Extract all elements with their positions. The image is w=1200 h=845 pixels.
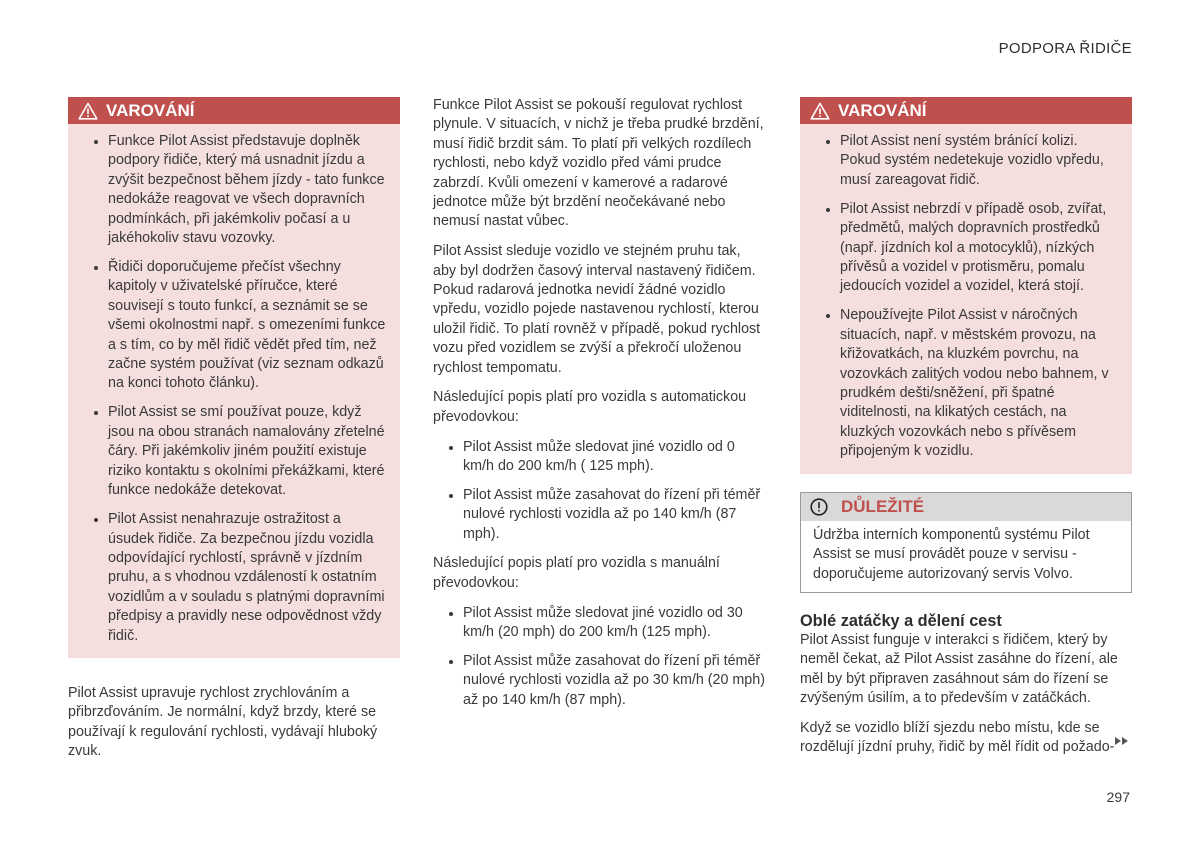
warning-item: • Pilot Assist nebrzdí v případě osob, zvířat, předmětů, malých dopravních prostředků (např. jízdních kol a motocyklů), nízkých přívěsů a vozidel v protisměru, pomalu jedoucích vozidel a vozidel, která stojí. bbox=[840, 200, 1122, 297]
warning-list bbox=[68, 124, 400, 646]
column-left bbox=[68, 97, 400, 772]
warning-item: • Funkce Pilot Assist představuje doplněk podpory řidiče, který má usnadnit jízdu a zvýšit bezpečnost během jízdy - tato funkce nedokáže reagovat ve všech dopravních podmínkách, při jakémkoliv počasí a u jakéhokoliv stavu vozovky. bbox=[108, 132, 390, 248]
paragraph: Pilot Assist sleduje vozidlo ve stejném pruhu tak, aby byl dodržen časový interval nastavený řidičem. Pokud radarová jednotka nevidí žádné vozidlo vpředu, vozidlo pojede nastavenou rychlostí, kterou uložil řidič. To platí rovněž v případě, pokud rychlost vozu před vozidlem se zvýší a překročí uloženou rychlost tempomatu. bbox=[433, 243, 761, 376]
page-number: 297 bbox=[1106, 789, 1130, 805]
warning-triangle-icon bbox=[78, 102, 98, 120]
warning-title: VAROVÁNÍ bbox=[838, 100, 927, 120]
manual-transmission-list bbox=[433, 604, 765, 711]
auto-transmission-list bbox=[433, 438, 765, 545]
important-title: DŮLEŽITÉ bbox=[841, 496, 925, 516]
column-middle bbox=[433, 96, 765, 720]
warning-box bbox=[800, 97, 1132, 474]
warning-item: • Pilot Assist nenahrazuje ostražitost a úsudek řidiče. Za bezpečnou jízdu vozidla odpovídající rychlostí, správně v jízdním pruhu, a s vhodnou vzdáleností k ostatním vozidlům a v souladu s platnými dopravními předpisy a pravidly nese odpovědnost vždy řidič. bbox=[108, 510, 390, 646]
warning-box-header bbox=[800, 97, 1132, 124]
warning-list bbox=[800, 124, 1132, 462]
paragraph: Následující popis platí pro vozidla s automatickou převodovkou: bbox=[433, 389, 747, 425]
important-box-header bbox=[801, 493, 1131, 521]
paragraph: Následující popis platí pro vozidla s manuální převodovkou: bbox=[433, 555, 720, 591]
warning-item: • Řidiči doporučujeme přečíst všechny kapitoly v uživatelské příručce, které souvisejí s touto funkcí, a seznámit se se všemi okolnostmi např. s omezeními funkce a s tím, co by měl řidič vědět před tím, než začne systém používat (viz seznam odkazů na konci tohoto článku). bbox=[108, 258, 390, 394]
important-text: Údržba interních komponentů systému Pilot Assist se musí provádět pouze v servisu - doporučujeme autorizovaný servis Volvo. bbox=[813, 526, 1090, 582]
paragraph: Pilot Assist funguje v interakci s řidičem, který by neměl čekat, až Pilot Assist zasáhne do řízení, ale měl by být připraven zasáhnout sám do řízení se zvýšeným úsilím, a to především v zatáčkách. bbox=[800, 631, 1118, 707]
exclamation-circle-icon bbox=[810, 498, 828, 516]
warning-item: • Pilot Assist není systém bránící kolizi. Pokud systém nedetekuje vozidlo vpředu, musí zareagovat řidič. bbox=[840, 132, 1122, 190]
list-item: • Pilot Assist může sledovat jiné vozidlo od 30 km/h (20 mph) do 200 km/h (125 mph). bbox=[463, 604, 765, 643]
warning-item: • Nepoužívejte Pilot Assist v náročných situacích, např. v městském provozu, na křižovatkách, na kluzkém povrchu, na vozovkách zalitých vodou nebo bahnem, v prudkém dešti/sněžení, při špatné viditelnosti, na klikatých cestách, na kluzkých vozovkách nebo s přívěsem připojeným k vozidlu. bbox=[840, 306, 1122, 461]
section-heading: Oblé zatáčky a dělení cest bbox=[800, 611, 1002, 630]
warning-item: • Pilot Assist se smí používat pouze, když jsou na obou stranách namalovány zřetelné čáry. Při jakémkoliv jiném použití existuje riziko kontaktu s okolními překážkami, které funkce nedokáže detekovat. bbox=[108, 403, 390, 500]
paragraph: Když se vozidlo blíží sjezdu nebo místu, kde se rozdělují jízdní pruhy, řidič by měl řídit od požado- bbox=[800, 719, 1115, 756]
section-header: PODPORA ŘIDIČE bbox=[998, 40, 1132, 57]
column-right bbox=[800, 97, 1132, 768]
warning-title: VAROVÁNÍ bbox=[106, 100, 195, 120]
paragraph: Pilot Assist upravuje rychlost zrychlováním a přibrzďováním. Je normální, když brzdy, které se používají k regulování rychlosti, vydávají hluboký zvuk. bbox=[68, 684, 378, 760]
warning-box-header bbox=[68, 97, 400, 124]
warning-box bbox=[68, 97, 400, 658]
double-arrow-icon bbox=[1114, 736, 1130, 746]
paragraph: Funkce Pilot Assist se pokouší regulovat rychlost plynule. V situacích, v nichž je třeba prudké brzdění, musí řidič brzdit sám. To platí při velkých rozdílech rychlosti, nebo když vozidlo před vámi prudce zabrzdí. Kvůli omezení v kamerové a radarové jednotce může být brzdění neočekávané nebo nemusí nastat vůbec. bbox=[433, 97, 764, 230]
list-item: • Pilot Assist může zasahovat do řízení při téměř nulové rychlosti vozidla až po 30 km/h (20 mph) až po 140 km/h (87 mph). bbox=[463, 652, 765, 710]
list-item: • Pilot Assist může zasahovat do řízení při téměř nulové rychlosti vozidla až po 140 km/h (87 mph). bbox=[463, 486, 765, 544]
important-box bbox=[800, 492, 1132, 593]
list-item: • Pilot Assist může sledovat jiné vozidlo od 0 km/h do 200 km/h ( 125 mph). bbox=[463, 438, 765, 477]
warning-triangle-icon bbox=[810, 102, 830, 120]
